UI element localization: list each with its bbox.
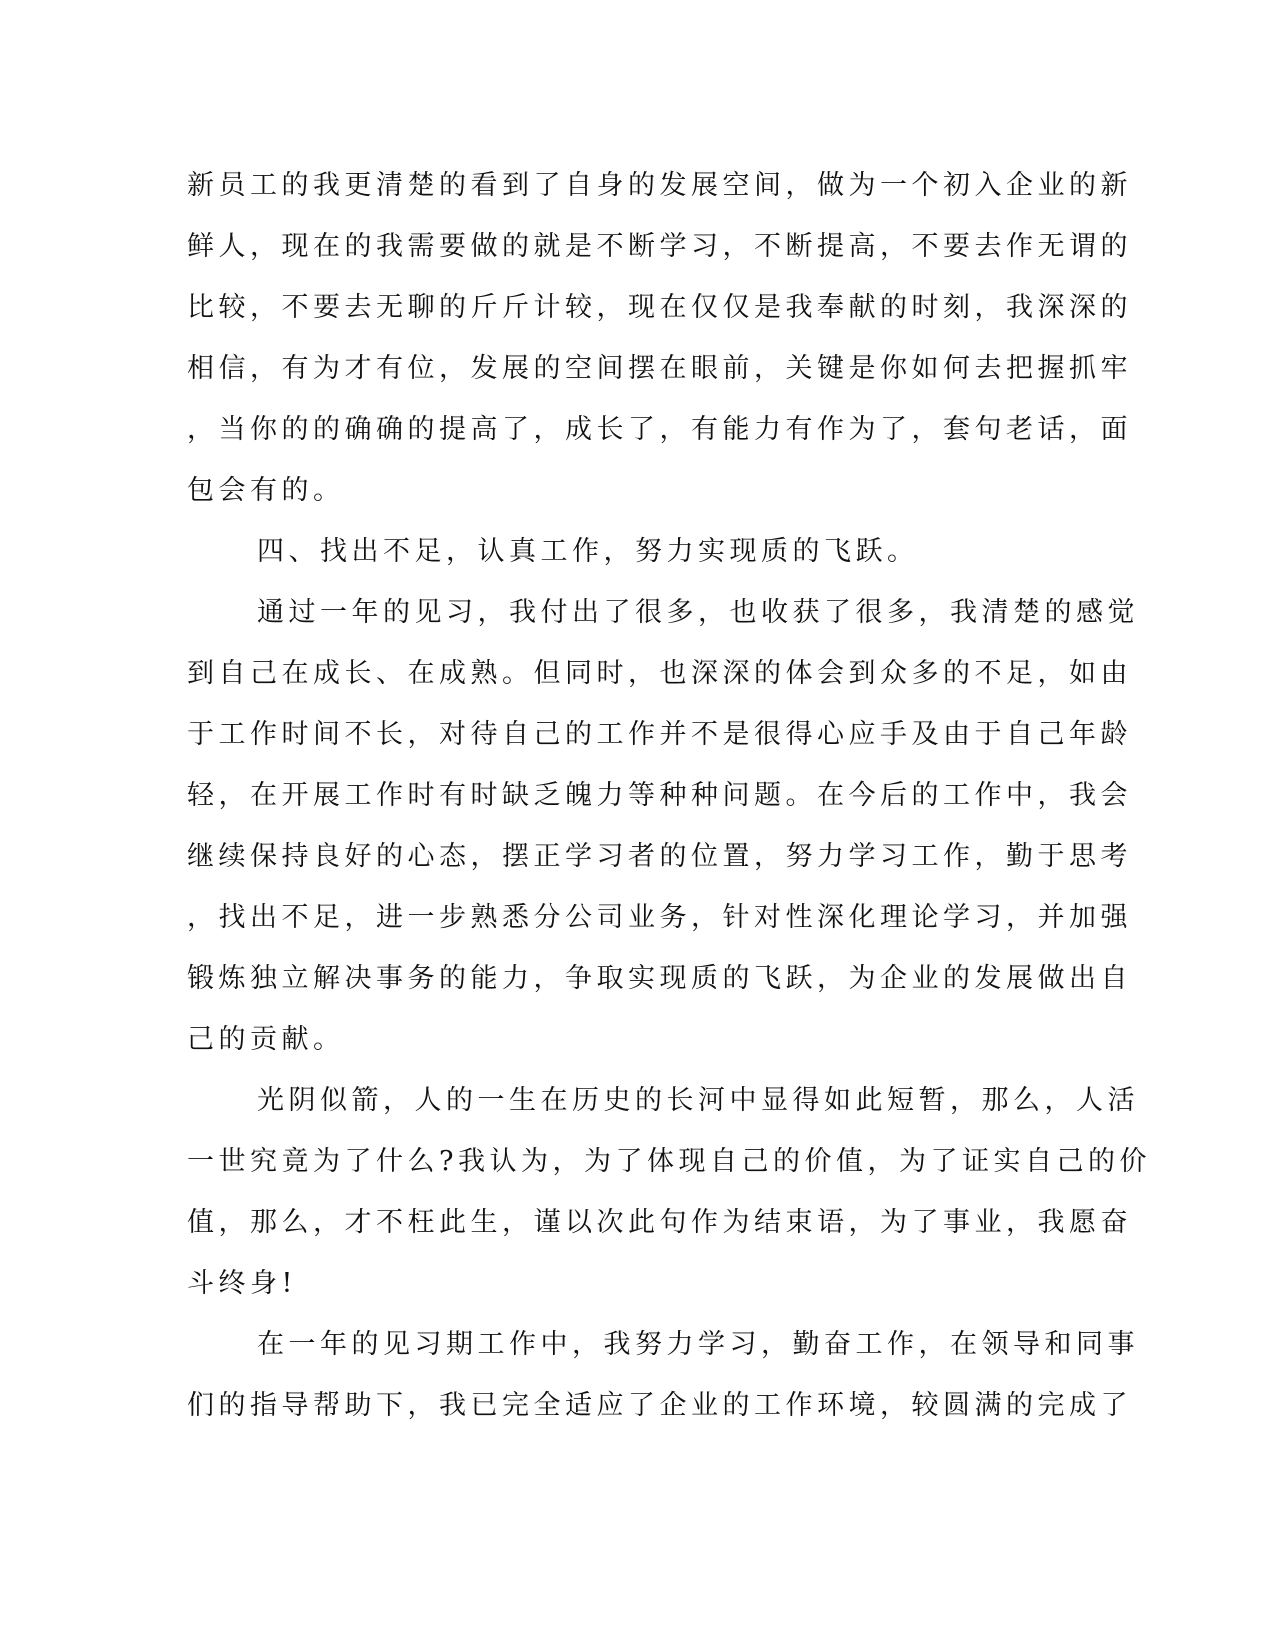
text-line: 轻，在开展工作时有时缺乏魄力等种种问题。在今后的工作中，我会	[187, 780, 1132, 811]
text-line: 们的指导帮助下，我已完全适应了企业的工作环境，较圆满的完成了	[187, 1390, 1132, 1421]
document-body	[187, 155, 1151, 1436]
text-line: 新员工的我更清楚的看到了自身的发展空间，做为一个初入企业的新	[187, 170, 1132, 201]
text-line: 一世究竟为了什么?我认为，为了体现自己的价值，为了证实自己的价	[187, 1146, 1151, 1177]
text-line: 于工作时间不长，对待自己的工作并不是很得心应手及由于自己年龄	[187, 719, 1132, 750]
section-heading: 四、找出不足，认真工作，努力实现质的飞跃。	[257, 536, 919, 567]
text-line: 继续保持良好的心态，摆正学习者的位置，努力学习工作，勤于思考	[187, 841, 1132, 872]
text-line: 鲜人，现在的我需要做的就是不断学习，不断提高，不要去作无谓的	[187, 231, 1132, 262]
text-line: 通过一年的见习，我付出了很多，也收获了很多，我清楚的感觉	[257, 597, 1139, 628]
text-line: 在一年的见习期工作中，我努力学习，勤奋工作，在领导和同事	[257, 1329, 1139, 1360]
text-line: 值，那么，才不枉此生，谨以次此句作为结束语，为了事业，我愿奋	[187, 1207, 1132, 1238]
text-line: 包会有的。	[187, 475, 345, 506]
text-line: ，找出不足，进一步熟悉分公司业务，针对性深化理论学习，并加强	[187, 902, 1132, 933]
text-line: 到自己在成长、在成熟。但同时，也深深的体会到众多的不足，如由	[187, 658, 1132, 689]
text-line: 己的贡献。	[187, 1024, 345, 1055]
text-line: ，当你的的确确的提高了，成长了，有能力有作为了，套句老话，面	[187, 414, 1132, 445]
text-line: 相信，有为才有位，发展的空间摆在眼前，关键是你如何去把握抓牢	[187, 353, 1132, 384]
text-line: 斗终身!	[187, 1268, 297, 1299]
text-line: 比较，不要去无聊的斤斤计较，现在仅仅是我奉献的时刻，我深深的	[187, 292, 1132, 323]
text-line: 锻炼独立解决事务的能力，争取实现质的飞跃，为企业的发展做出自	[187, 963, 1132, 994]
text-line: 光阴似箭，人的一生在历史的长河中显得如此短暂，那么，人活	[257, 1085, 1139, 1116]
